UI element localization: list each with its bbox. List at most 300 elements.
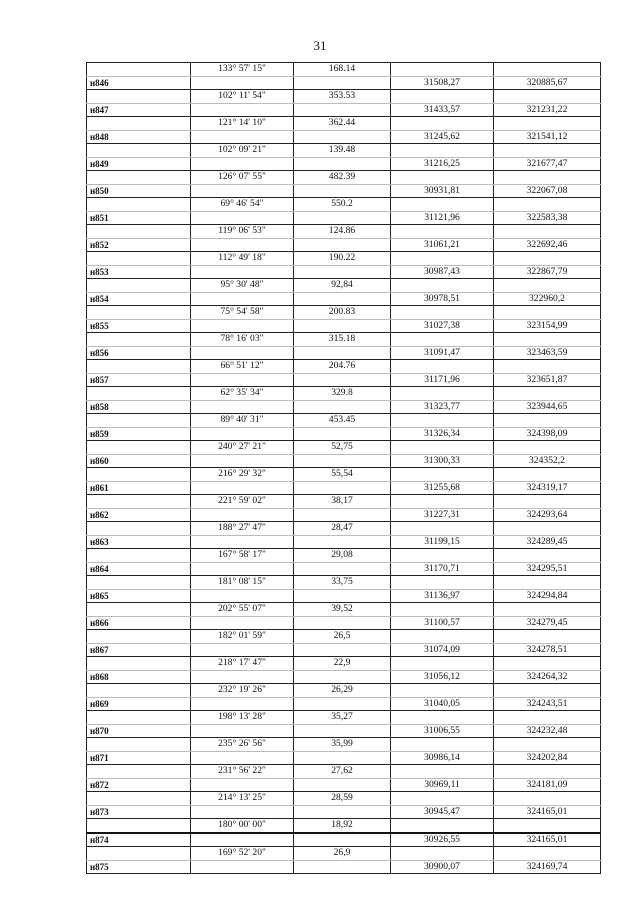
segment-distance: 55,54 (294, 468, 391, 482)
empty-cell (191, 130, 294, 144)
point-name: н849 (87, 157, 191, 171)
empty-cell (191, 535, 294, 549)
segment-angle: 216° 29' 32" (191, 468, 294, 482)
segment-angle: 214° 13' 25" (191, 792, 294, 806)
segment-row (87, 684, 601, 698)
empty-cell (87, 306, 191, 320)
segment-angle: 202° 55' 07" (191, 603, 294, 617)
point-x-coordinate: 31100,57 (391, 616, 494, 630)
point-row (87, 76, 601, 90)
point-name: н875 (87, 860, 191, 874)
empty-cell (391, 603, 494, 617)
empty-cell (391, 387, 494, 401)
empty-cell (494, 630, 601, 644)
segment-row (87, 792, 601, 806)
empty-cell (191, 481, 294, 495)
point-y-coordinate: 322583,38 (494, 211, 601, 225)
empty-cell (191, 562, 294, 576)
point-name: н866 (87, 616, 191, 630)
empty-cell (294, 778, 391, 792)
empty-cell (294, 373, 391, 387)
empty-cell (294, 184, 391, 198)
point-name: н874 (87, 833, 191, 847)
point-row (87, 184, 601, 198)
segment-angle: 221° 59' 02" (191, 495, 294, 509)
empty-cell (294, 670, 391, 684)
segment-angle: 235° 26' 56" (191, 738, 294, 752)
segment-row (87, 603, 601, 617)
empty-cell (494, 684, 601, 698)
point-row (87, 103, 601, 117)
point-name: н867 (87, 643, 191, 657)
segment-angle: 169° 52' 20" (191, 847, 294, 861)
empty-cell (294, 130, 391, 144)
point-row (87, 697, 601, 711)
empty-cell (391, 279, 494, 293)
empty-cell (494, 198, 601, 212)
empty-cell (191, 400, 294, 414)
empty-cell (294, 616, 391, 630)
empty-cell (294, 833, 391, 847)
empty-cell (191, 778, 294, 792)
empty-cell (87, 90, 191, 104)
empty-cell (391, 360, 494, 374)
point-name: н850 (87, 184, 191, 198)
empty-cell (191, 805, 294, 819)
empty-cell (391, 171, 494, 185)
segment-distance: 92,84 (294, 279, 391, 293)
point-row (87, 724, 601, 738)
empty-cell (191, 346, 294, 360)
point-name: н848 (87, 130, 191, 144)
point-row (87, 562, 601, 576)
segment-row (87, 198, 601, 212)
empty-cell (391, 522, 494, 536)
segment-distance: 482.39 (294, 171, 391, 185)
segment-distance: 28,59 (294, 792, 391, 806)
empty-cell (294, 643, 391, 657)
empty-cell (87, 630, 191, 644)
empty-cell (191, 860, 294, 874)
segment-row (87, 144, 601, 158)
empty-cell (391, 63, 494, 77)
point-name: н851 (87, 211, 191, 225)
point-row (87, 157, 601, 171)
point-y-coordinate: 324264,32 (494, 670, 601, 684)
point-name: н857 (87, 373, 191, 387)
empty-cell (191, 427, 294, 441)
point-name: н855 (87, 319, 191, 333)
empty-cell (494, 63, 601, 77)
empty-cell (294, 400, 391, 414)
empty-cell (191, 508, 294, 522)
segment-distance: 124.86 (294, 225, 391, 239)
point-x-coordinate: 31508,27 (391, 76, 494, 90)
point-y-coordinate: 321541,12 (494, 130, 601, 144)
segment-distance: 26,29 (294, 684, 391, 698)
empty-cell (191, 724, 294, 738)
segment-row (87, 171, 601, 185)
empty-cell (494, 387, 601, 401)
empty-cell (294, 805, 391, 819)
point-x-coordinate: 31199,15 (391, 535, 494, 549)
point-row (87, 643, 601, 657)
segment-distance: 52,75 (294, 441, 391, 455)
point-y-coordinate: 324352,2 (494, 454, 601, 468)
point-name: н869 (87, 697, 191, 711)
empty-cell (294, 535, 391, 549)
empty-cell (494, 495, 601, 509)
segment-row (87, 279, 601, 293)
empty-cell (494, 765, 601, 779)
empty-cell (391, 819, 494, 833)
segment-row (87, 630, 601, 644)
empty-cell (87, 522, 191, 536)
point-name: н854 (87, 292, 191, 306)
empty-cell (391, 144, 494, 158)
empty-cell (87, 847, 191, 861)
empty-cell (391, 225, 494, 239)
point-y-coordinate: 320885,67 (494, 76, 601, 90)
point-x-coordinate: 31074,09 (391, 643, 494, 657)
segment-row (87, 90, 601, 104)
empty-cell (191, 751, 294, 765)
empty-cell (294, 265, 391, 279)
segment-distance: 168.14 (294, 63, 391, 77)
empty-cell (191, 373, 294, 387)
empty-cell (294, 319, 391, 333)
segment-angle: 240° 27' 21" (191, 441, 294, 455)
empty-cell (391, 549, 494, 563)
segment-distance: 204.76 (294, 360, 391, 374)
empty-cell (391, 847, 494, 861)
point-y-coordinate: 323944,65 (494, 400, 601, 414)
point-x-coordinate: 30987,43 (391, 265, 494, 279)
segment-angle: 75° 54' 58" (191, 306, 294, 320)
point-y-coordinate: 322067,08 (494, 184, 601, 198)
point-name: н871 (87, 751, 191, 765)
empty-cell (494, 522, 601, 536)
segment-angle: 167° 58' 17" (191, 549, 294, 563)
empty-cell (191, 184, 294, 198)
point-row (87, 616, 601, 630)
point-name: н858 (87, 400, 191, 414)
empty-cell (391, 657, 494, 671)
point-y-coordinate: 324278,51 (494, 643, 601, 657)
point-x-coordinate: 31326,34 (391, 427, 494, 441)
empty-cell (494, 847, 601, 861)
segment-row (87, 225, 601, 239)
empty-cell (494, 657, 601, 671)
empty-cell (87, 684, 191, 698)
point-x-coordinate: 31227,31 (391, 508, 494, 522)
point-row (87, 265, 601, 279)
empty-cell (494, 414, 601, 428)
segment-distance: 27,62 (294, 765, 391, 779)
empty-cell (87, 792, 191, 806)
empty-cell (391, 792, 494, 806)
point-x-coordinate: 31006,55 (391, 724, 494, 738)
empty-cell (191, 589, 294, 603)
empty-cell (391, 414, 494, 428)
segment-angle: 182° 01' 59" (191, 630, 294, 644)
point-name: н859 (87, 427, 191, 441)
empty-cell (87, 63, 191, 77)
segment-angle: 69° 46' 54" (191, 198, 294, 212)
point-name: н856 (87, 346, 191, 360)
point-x-coordinate: 30926,55 (391, 833, 494, 847)
point-y-coordinate: 324319,17 (494, 481, 601, 495)
segment-distance: 362.44 (294, 117, 391, 131)
segment-angle: 126° 07' 55" (191, 171, 294, 185)
point-name: н868 (87, 670, 191, 684)
point-x-coordinate: 30931,81 (391, 184, 494, 198)
empty-cell (191, 697, 294, 711)
segment-angle: 181° 08' 15" (191, 576, 294, 590)
point-row (87, 373, 601, 387)
empty-cell (494, 90, 601, 104)
empty-cell (494, 360, 601, 374)
segment-angle: 62° 35' 34" (191, 387, 294, 401)
point-y-coordinate: 324279,45 (494, 616, 601, 630)
empty-cell (494, 171, 601, 185)
empty-cell (87, 576, 191, 590)
coordinates-table (86, 62, 601, 874)
empty-cell (87, 360, 191, 374)
empty-cell (294, 211, 391, 225)
point-name: н872 (87, 778, 191, 792)
segment-row (87, 333, 601, 347)
empty-cell (191, 643, 294, 657)
point-row (87, 346, 601, 360)
segment-distance: 38,17 (294, 495, 391, 509)
point-x-coordinate: 31056,12 (391, 670, 494, 684)
empty-cell (191, 211, 294, 225)
empty-cell (191, 670, 294, 684)
segment-angle: 66° 51' 12" (191, 360, 294, 374)
segment-row (87, 738, 601, 752)
point-y-coordinate: 324293,64 (494, 508, 601, 522)
segment-distance: 315.18 (294, 333, 391, 347)
segment-distance: 329.8 (294, 387, 391, 401)
empty-cell (191, 76, 294, 90)
empty-cell (494, 792, 601, 806)
segment-row (87, 522, 601, 536)
empty-cell (294, 346, 391, 360)
segment-distance: 139.48 (294, 144, 391, 158)
point-x-coordinate: 31433,57 (391, 103, 494, 117)
segment-row (87, 63, 601, 77)
point-y-coordinate: 324398,09 (494, 427, 601, 441)
segment-angle: 95° 30' 48" (191, 279, 294, 293)
empty-cell (391, 306, 494, 320)
segment-angle: 231° 56' 22" (191, 765, 294, 779)
point-name: н846 (87, 76, 191, 90)
point-x-coordinate: 30986,14 (391, 751, 494, 765)
empty-cell (494, 738, 601, 752)
empty-cell (391, 630, 494, 644)
segment-angle: 180° 00' 00" (191, 819, 294, 833)
point-x-coordinate: 31171,96 (391, 373, 494, 387)
empty-cell (294, 238, 391, 252)
segment-distance: 550.2 (294, 198, 391, 212)
point-row (87, 860, 601, 874)
empty-cell (494, 333, 601, 347)
empty-cell (294, 427, 391, 441)
empty-cell (191, 157, 294, 171)
empty-cell (494, 441, 601, 455)
point-y-coordinate: 322867,79 (494, 265, 601, 279)
point-row (87, 400, 601, 414)
empty-cell (494, 468, 601, 482)
empty-cell (87, 144, 191, 158)
segment-angle: 121° 14' 10" (191, 117, 294, 131)
page-number: 31 (313, 38, 327, 53)
segment-angle: 89° 40' 31" (191, 414, 294, 428)
empty-cell (494, 225, 601, 239)
point-y-coordinate: 324202,84 (494, 751, 601, 765)
empty-cell (494, 306, 601, 320)
point-x-coordinate: 31121,96 (391, 211, 494, 225)
empty-cell (294, 481, 391, 495)
segment-row (87, 495, 601, 509)
empty-cell (87, 441, 191, 455)
empty-cell (294, 103, 391, 117)
empty-cell (294, 724, 391, 738)
segment-distance: 190.22 (294, 252, 391, 266)
segment-row (87, 765, 601, 779)
segment-row (87, 387, 601, 401)
point-x-coordinate: 30978,51 (391, 292, 494, 306)
point-name: н862 (87, 508, 191, 522)
empty-cell (494, 117, 601, 131)
segment-distance: 26,9 (294, 847, 391, 861)
empty-cell (87, 468, 191, 482)
point-row (87, 427, 601, 441)
segment-distance: 39,52 (294, 603, 391, 617)
point-x-coordinate: 31061,21 (391, 238, 494, 252)
point-y-coordinate: 324232,48 (494, 724, 601, 738)
segment-angle: 218° 17' 47" (191, 657, 294, 671)
point-row (87, 751, 601, 765)
segment-angle: 188° 27' 47" (191, 522, 294, 536)
empty-cell (294, 697, 391, 711)
segment-distance: 26,5 (294, 630, 391, 644)
segment-row (87, 576, 601, 590)
point-y-coordinate: 322692,46 (494, 238, 601, 252)
empty-cell (494, 252, 601, 266)
segment-row (87, 468, 601, 482)
segment-distance: 29,08 (294, 549, 391, 563)
point-name: н864 (87, 562, 191, 576)
empty-cell (87, 252, 191, 266)
empty-cell (494, 279, 601, 293)
empty-cell (191, 238, 294, 252)
point-y-coordinate: 323463,59 (494, 346, 601, 360)
empty-cell (391, 198, 494, 212)
point-x-coordinate: 31136,97 (391, 589, 494, 603)
point-row (87, 508, 601, 522)
segment-row (87, 711, 601, 725)
point-row (87, 454, 601, 468)
empty-cell (391, 441, 494, 455)
empty-cell (294, 589, 391, 603)
empty-cell (494, 144, 601, 158)
empty-cell (87, 819, 191, 833)
empty-cell (494, 549, 601, 563)
point-row (87, 805, 601, 819)
point-row (87, 670, 601, 684)
point-name: н865 (87, 589, 191, 603)
empty-cell (391, 252, 494, 266)
empty-cell (294, 860, 391, 874)
point-row (87, 535, 601, 549)
segment-row (87, 360, 601, 374)
empty-cell (191, 833, 294, 847)
point-y-coordinate: 322960,2 (494, 292, 601, 306)
empty-cell (294, 454, 391, 468)
point-x-coordinate: 30900,07 (391, 860, 494, 874)
empty-cell (191, 319, 294, 333)
point-y-coordinate: 324289,45 (494, 535, 601, 549)
point-row (87, 130, 601, 144)
empty-cell (191, 103, 294, 117)
empty-cell (294, 76, 391, 90)
point-name: н863 (87, 535, 191, 549)
segment-row (87, 549, 601, 563)
empty-cell (391, 333, 494, 347)
empty-cell (87, 387, 191, 401)
empty-cell (294, 157, 391, 171)
point-name: н852 (87, 238, 191, 252)
segment-row (87, 847, 601, 861)
empty-cell (391, 711, 494, 725)
point-row (87, 238, 601, 252)
empty-cell (191, 616, 294, 630)
empty-cell (87, 765, 191, 779)
empty-cell (391, 117, 494, 131)
point-x-coordinate: 31040,05 (391, 697, 494, 711)
point-x-coordinate: 31091,47 (391, 346, 494, 360)
segment-distance: 353.53 (294, 90, 391, 104)
point-row (87, 292, 601, 306)
segment-angle: 102° 09' 21" (191, 144, 294, 158)
empty-cell (87, 198, 191, 212)
segment-angle: 102° 11' 54" (191, 90, 294, 104)
segment-distance: 35,99 (294, 738, 391, 752)
segment-distance: 18,92 (294, 819, 391, 833)
empty-cell (494, 576, 601, 590)
point-x-coordinate: 31255,68 (391, 481, 494, 495)
empty-cell (87, 495, 191, 509)
point-y-coordinate: 324165,01 (494, 833, 601, 847)
point-row (87, 319, 601, 333)
point-x-coordinate: 30945,47 (391, 805, 494, 819)
point-y-coordinate: 324294,84 (494, 589, 601, 603)
empty-cell (391, 765, 494, 779)
point-row (87, 481, 601, 495)
empty-cell (391, 738, 494, 752)
segment-row (87, 819, 601, 833)
segment-angle: 119° 06' 53" (191, 225, 294, 239)
empty-cell (494, 819, 601, 833)
point-row (87, 778, 601, 792)
segment-row (87, 306, 601, 320)
segment-angle: 232° 19' 26" (191, 684, 294, 698)
segment-angle: 198° 13' 28" (191, 711, 294, 725)
point-y-coordinate: 321677,47 (494, 157, 601, 171)
point-name: н853 (87, 265, 191, 279)
